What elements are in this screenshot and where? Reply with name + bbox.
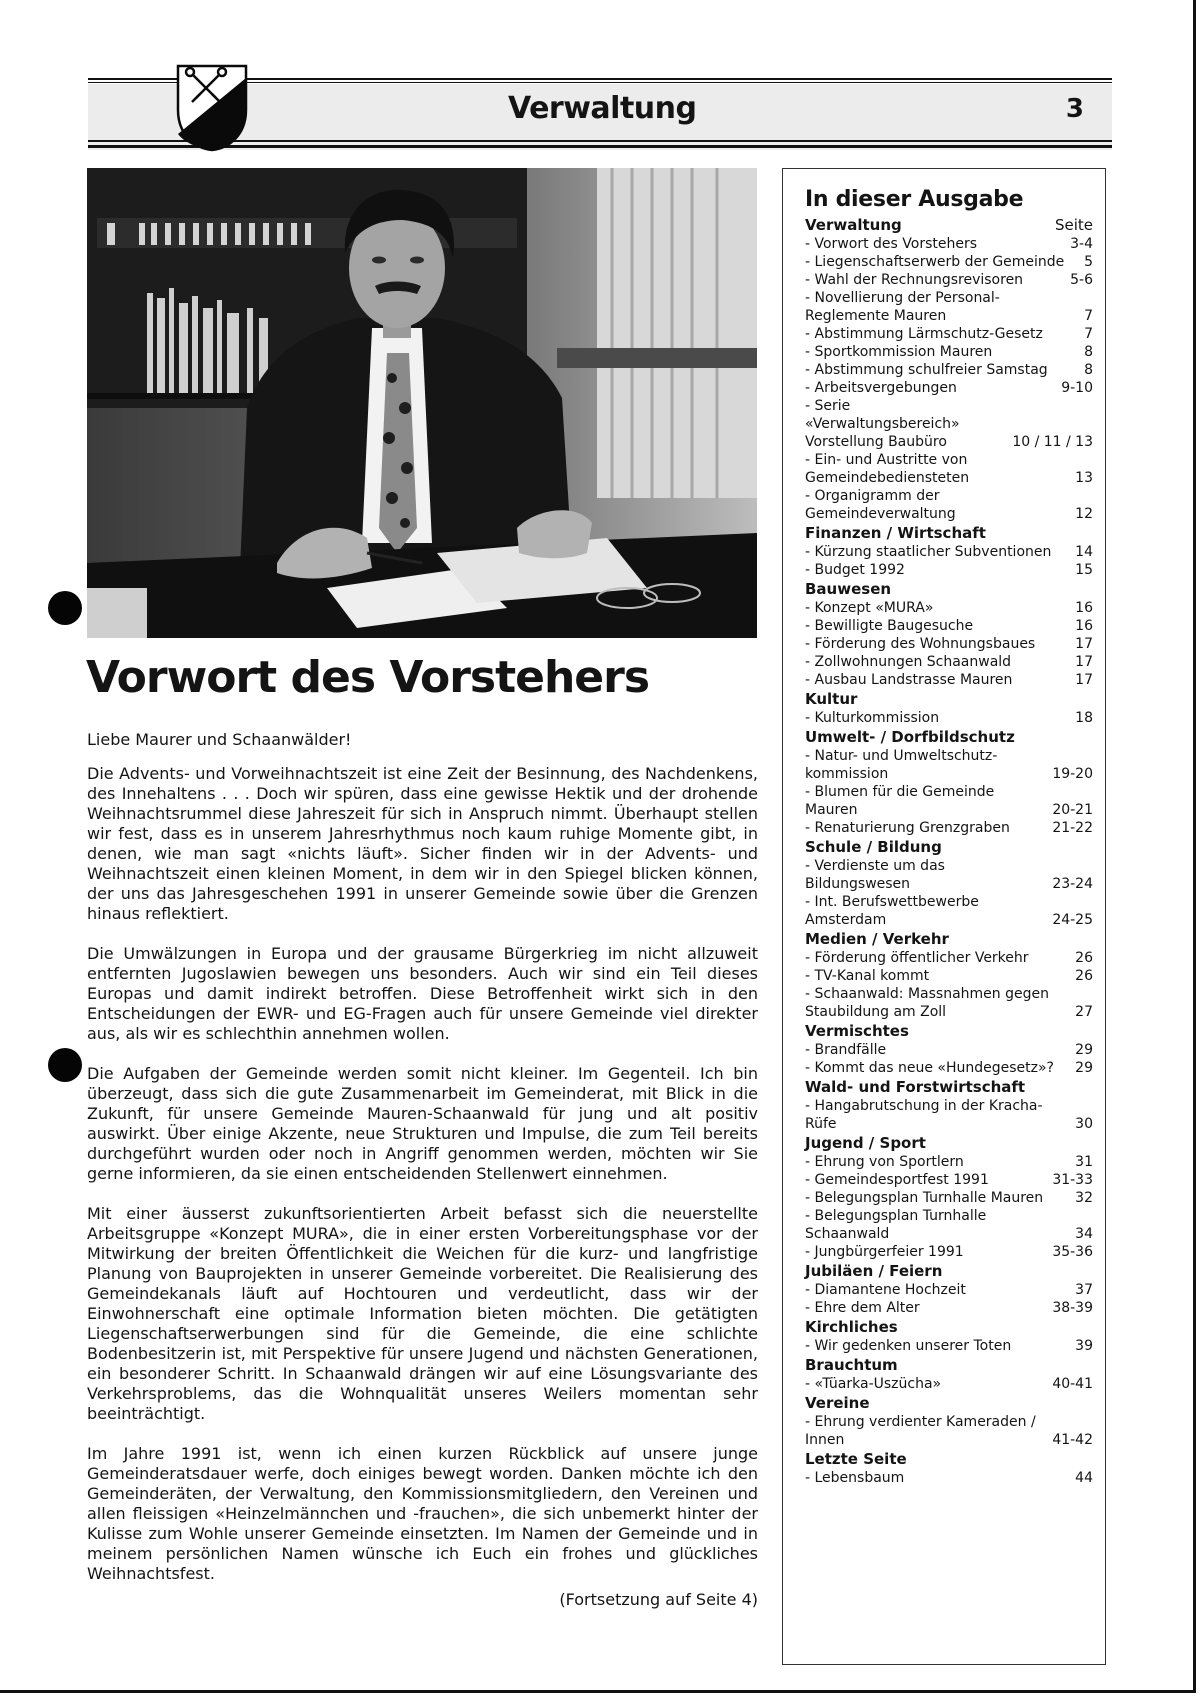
toc-section-name: Finanzen / Wirtschaft — [805, 524, 986, 542]
toc-entry — [805, 1171, 1093, 1189]
toc-entry — [805, 985, 1093, 1021]
toc-entry-title: - Budget 1992 — [805, 562, 905, 578]
toc-entry — [805, 1059, 1093, 1077]
toc-entry-title: - Kommt das neue «Hundegesetz»? — [805, 1060, 1054, 1076]
toc-entry-title: - Verdienste um das Bildungswesen — [805, 858, 945, 892]
toc-entry-title: - Sportkommission Mauren — [805, 344, 993, 360]
article-paragraph: Die Aufgaben der Gemeinde werden somit nicht kleiner. Im Gegenteil. Ich bin überzeugt, dass sich die gute Zusammenarbeit im Gemeinderat, mit Blick in die Zukunft, für unsere Gemeinde Mauren-Schaanwald für jung und alt positiv auswirkt. Über einige Akzente, neue Strukturen und Impulse, die zum Teil bereits durchgeführt wurden oder noch in Angriff genommen werden, möchten wir Sie gerne informieren, da sie einen entscheidenden Stellenwert einnehmen. — [87, 1064, 758, 1183]
toc-entry — [805, 543, 1093, 561]
toc-entry-page: 8 — [1084, 344, 1093, 360]
toc-entry — [805, 271, 1093, 289]
toc-entry-page: 15 — [1075, 562, 1093, 578]
toc-section-heading — [805, 930, 1093, 949]
toc-entry — [805, 487, 1093, 523]
toc-entry — [805, 857, 1093, 893]
toc-section-name: Vereine — [805, 1394, 870, 1412]
toc-entry-page: 13 — [1075, 470, 1093, 486]
toc-entry — [805, 235, 1093, 253]
toc-entry-page: 38-39 — [1052, 1300, 1093, 1316]
toc-entry-title: - Zollwohnungen Schaanwald — [805, 654, 1012, 670]
toc-section-heading — [805, 1262, 1093, 1281]
toc-entry-page: 44 — [1075, 1470, 1093, 1486]
toc-section-heading — [805, 1356, 1093, 1375]
toc-entry — [805, 599, 1093, 617]
toc-entry-title: - Belegungsplan Turnhalle Schaanwald — [805, 1208, 987, 1242]
toc-entry — [805, 1097, 1093, 1133]
toc-entry-page: 23-24 — [1052, 876, 1093, 892]
toc-entry — [805, 819, 1093, 837]
toc-entry-title: - Brandfälle — [805, 1042, 887, 1058]
page-header — [88, 64, 1112, 154]
toc-entry-title: - Liegenschaftserwerb der Gemeinde — [805, 254, 1065, 270]
toc-section-heading — [805, 728, 1093, 747]
toc-entry-page: 3-4 — [1070, 236, 1093, 252]
toc-section-name: Vermischtes — [805, 1022, 909, 1040]
toc-section-heading — [805, 1394, 1093, 1413]
toc-entry-page: 40-41 — [1052, 1376, 1093, 1392]
toc-section-heading — [805, 580, 1093, 599]
toc-entry — [805, 1207, 1093, 1243]
toc-entry-page: 19-20 — [1052, 766, 1093, 782]
toc-section-name: Kultur — [805, 690, 858, 708]
toc-section-name: Bauwesen — [805, 580, 892, 598]
toc-entry-title: - Renaturierung Grenzgraben — [805, 820, 1010, 836]
toc-entry-page: 37 — [1075, 1282, 1093, 1298]
toc-entry — [805, 747, 1093, 783]
toc-entry — [805, 617, 1093, 635]
toc-entry-title: - Serie «Verwaltungsbereich» Vorstellung Baubüro — [805, 398, 960, 450]
toc-entry-page: 17 — [1075, 654, 1093, 670]
toc-entry-page: 5 — [1084, 254, 1093, 270]
toc-section-heading — [805, 1450, 1093, 1469]
greeting: Liebe Maurer und Schaanwälder! — [87, 730, 352, 749]
coat-of-arms-icon — [176, 64, 248, 152]
toc-entry — [805, 561, 1093, 579]
portrait-photo — [87, 168, 757, 638]
toc-section-name: Wald- und Forstwirtschaft — [805, 1078, 1026, 1096]
table-of-contents — [782, 168, 1106, 1665]
toc-entry-page: 7 — [1084, 326, 1093, 342]
toc-entry — [805, 1299, 1093, 1317]
toc-section-heading — [805, 690, 1093, 709]
article-paragraph: Die Umwälzungen in Europa und der grausame Bürgerkrieg im nicht allzuweit entfernten Jugoslawien bewegen uns besonders. Auch wir sind ein Teil dieses Europas und damit indirekt betroffen. Diese Betroffenheit wirkt sich in den Entscheidungen der EWR- und EG-Fragen auch für unsere Gemeinde viel direkter aus, als wir es schlechthin annehmen wollen. — [87, 944, 758, 1043]
toc-section-heading — [805, 216, 1093, 235]
article-body — [87, 730, 758, 1609]
toc-entry-title: - Organigramm der Gemeindeverwaltung — [805, 488, 956, 522]
punch-hole-mark — [48, 1048, 82, 1082]
toc-entry — [805, 361, 1093, 379]
continuation-note: (Fortsetzung auf Seite 4) — [559, 1590, 758, 1609]
toc-entry — [805, 379, 1093, 397]
toc-section-heading — [805, 1134, 1093, 1153]
toc-section-name: Jubiläen / Feiern — [805, 1262, 943, 1280]
toc-entry-page: 29 — [1075, 1060, 1093, 1076]
toc-entry-page: 5-6 — [1070, 272, 1093, 288]
toc-entry-page: 31 — [1075, 1154, 1093, 1170]
toc-entry — [805, 1243, 1093, 1261]
toc-entry-title: - Wir gedenken unserer Toten — [805, 1338, 1012, 1354]
toc-entry-title: - Kürzung staatlicher Subventionen — [805, 544, 1052, 560]
toc-entry-page: 39 — [1075, 1338, 1093, 1354]
toc-entry-title: - Gemeindesportfest 1991 — [805, 1172, 989, 1188]
toc-entry-page: 8 — [1084, 362, 1093, 378]
toc-entry — [805, 1337, 1093, 1355]
toc-section-heading — [805, 524, 1093, 543]
toc-section-name: Jugend / Sport — [805, 1134, 926, 1152]
toc-title: In dieser Ausgabe — [805, 187, 1024, 212]
toc-entry — [805, 1375, 1093, 1393]
toc-entry-page: 26 — [1075, 950, 1093, 966]
toc-entry-title: - TV-Kanal kommt — [805, 968, 930, 984]
toc-entry-title: - Kulturkommission — [805, 710, 940, 726]
toc-entry-title: - Ein- und Austritte von Gemeindebediensteten — [805, 452, 970, 486]
toc-entry-page: 31-33 — [1052, 1172, 1093, 1188]
toc-entry-title: - «Tüarka-Uszücha» — [805, 1376, 942, 1392]
toc-entry — [805, 653, 1093, 671]
toc-section-name: Kirchliches — [805, 1318, 898, 1336]
article-paragraph: Mit einer äusserst zukunftsorientierten Arbeit befasst sich die neuerstellte Arbeitsgruppe «Konzept MURA», die in einer ersten Vorbereitungsphase vor der Mitwirkung der breiten Öffentlichkeit die Weichen für die kurz- und langfristige Planung von Bauprojekten in unserer Gemeinde vorbereitet. Die Realisierung des Gemeindekanals läuft auf Hochtouren und verdeutlicht, dass wir der Einwohnerschaft eine optimale Information bieten möchten. Die getätigten Liegenschaftserwerbungen sind für die Gemeinde, die eine schlichte Bodenbesitzerin ist, mit Perspektive für unsere Jugend und nächsten Generationen, ein besonderer Schritt. In Schaanwald drängen wir auf eine Lösungsvariante des Verkehrsproblems, das die Wohnqualität unseres Weilers momentan sehr beeinträchtigt. — [87, 1204, 758, 1423]
toc-entry-title: - Int. Berufswettbewerbe Amsterdam — [805, 894, 979, 928]
toc-entry — [805, 1041, 1093, 1059]
toc-entry-page: 10 / 11 / 13 — [1012, 434, 1093, 450]
toc-entry-page: 9-10 — [1061, 380, 1093, 396]
toc-section-name: Schule / Bildung — [805, 838, 942, 856]
toc-entry-page: 34 — [1075, 1226, 1093, 1242]
toc-entry-title: - Ehrung verdienter Kameraden / Innen — [805, 1414, 1036, 1448]
toc-entry — [805, 949, 1093, 967]
toc-entry-page: 24-25 — [1052, 912, 1093, 928]
toc-entry-page: 41-42 — [1052, 1432, 1093, 1448]
toc-section-heading — [805, 838, 1093, 857]
toc-entry — [805, 325, 1093, 343]
toc-entry-page: 16 — [1075, 618, 1093, 634]
toc-list — [805, 216, 1093, 1487]
toc-entry — [805, 253, 1093, 271]
toc-entry-title: - Blumen für die Gemeinde Mauren — [805, 784, 995, 818]
toc-entry-title: - Ehrung von Sportlern — [805, 1154, 964, 1170]
toc-entry-page: 16 — [1075, 600, 1093, 616]
toc-entry — [805, 709, 1093, 727]
toc-section-name: Brauchtum — [805, 1356, 898, 1374]
toc-entry-page: 29 — [1075, 1042, 1093, 1058]
toc-entry-page: 32 — [1075, 1190, 1093, 1206]
toc-entry — [805, 1153, 1093, 1171]
toc-section-name: Umwelt- / Dorfbildschutz — [805, 728, 1015, 746]
toc-section-name: Letzte Seite — [805, 1450, 907, 1468]
toc-entry-title: - Abstimmung schulfreier Samstag — [805, 362, 1048, 378]
toc-entry-page: 27 — [1075, 1004, 1093, 1020]
toc-entry-title: - Jungbürgerfeier 1991 — [805, 1244, 964, 1260]
toc-entry — [805, 783, 1093, 819]
toc-entry-page: 20-21 — [1052, 802, 1093, 818]
toc-entry-title: - Abstimmung Lärmschutz-Gesetz — [805, 326, 1043, 342]
toc-entry-page: 14 — [1075, 544, 1093, 560]
toc-entry-title: - Belegungsplan Turnhalle Mauren — [805, 1190, 1044, 1206]
toc-entry-title: - Lebensbaum — [805, 1470, 905, 1486]
toc-section-name: Verwaltung — [805, 216, 902, 234]
toc-entry-title: - Förderung des Wohnungsbaues — [805, 636, 1036, 652]
toc-entry-title: - Natur- und Umweltschutz-kommission — [805, 748, 998, 782]
toc-entry — [805, 397, 1093, 451]
toc-entry-title: - Bewilligte Baugesuche — [805, 618, 974, 634]
toc-entry — [805, 1281, 1093, 1299]
toc-entry — [805, 1413, 1093, 1449]
toc-entry — [805, 451, 1093, 487]
toc-section-heading — [805, 1078, 1093, 1097]
toc-entry — [805, 967, 1093, 985]
toc-entry — [805, 1469, 1093, 1487]
page-number: 3 — [1065, 94, 1084, 124]
article-paragraph: Im Jahre 1991 ist, wenn ich einen kurzen Rückblick auf unsere junge Gemeinderatsdauer werfe, doch einiges bewegt worden. Danken möchte ich den Gemeinderäten, der Verwaltung, den Kommissionsmitgliedern, den Vereinen und allen fleissigen «Heinzelmännchen und -frauchen», die sich unbemerkt hinter der Kulisse zum Wohle unserer Gemeinde einsetzten. Im Namen der Gemeinde und in meinem persönlichen Namen wünsche ich Euch ein frohes und glückliches Weihnachtsfest. — [87, 1444, 758, 1583]
toc-entry-page: 26 — [1075, 968, 1093, 984]
toc-entry-title: - Förderung öffentlicher Verkehr — [805, 950, 1029, 966]
toc-entry-page: 35-36 — [1052, 1244, 1093, 1260]
toc-entry-title: - Novellierung der Personal-Reglemente Mauren — [805, 290, 1000, 324]
article-title: Vorwort des Vorstehers — [86, 652, 650, 703]
toc-entry-page: 17 — [1075, 636, 1093, 652]
toc-entry-page: 7 — [1084, 308, 1093, 324]
toc-entry — [805, 635, 1093, 653]
article-paragraph: Die Advents- und Vorweihnachtszeit ist eine Zeit der Besinnung, des Nachdenkens, des Innehaltens . . . Doch wir spüren, dass eine gewisse Hektik und der drohende Weihnachtsrummel diese Jahreszeit für sich in Anspruch nimmt. Überhaupt stellen wir fest, dass es in unserem Jahresrhythmus noch kaum ruhige Momente gibt, in denen, wie man sagt «nichts läuft». Sicher finden wir in der Advents- und Weihnachtszeit einen kleinen Moment, in dem wir in den Spiegel blicken können, der uns das Jahresgeschehen 1991 in unserer Gemeinde sowie über die Grenzen hinaus reflektiert. — [87, 764, 758, 923]
toc-entry — [805, 893, 1093, 929]
toc-entry-page: 18 — [1075, 710, 1093, 726]
toc-entry-title: - Ausbau Landstrasse Mauren — [805, 672, 1013, 688]
toc-page-column-label: Seite — [1054, 216, 1093, 234]
toc-entry-title: - Vorwort des Vorstehers — [805, 236, 978, 252]
toc-entry-title: - Schaanwald: Massnahmen gegen Staubildung am Zoll — [805, 986, 1049, 1020]
toc-entry-title: - Konzept «MURA» — [805, 600, 934, 616]
toc-entry-title: - Arbeitsvergebungen — [805, 380, 957, 396]
toc-entry — [805, 343, 1093, 361]
toc-section-heading — [805, 1318, 1093, 1337]
toc-entry-title: - Hangabrutschung in der Kracha-Rüfe — [805, 1098, 1043, 1132]
toc-entry-title: - Diamantene Hochzeit — [805, 1282, 966, 1298]
toc-entry-page: 17 — [1075, 672, 1093, 688]
toc-entry — [805, 671, 1093, 689]
toc-section-heading — [805, 1022, 1093, 1041]
toc-entry-page: 21-22 — [1052, 820, 1093, 836]
toc-entry-page: 12 — [1075, 506, 1093, 522]
toc-entry — [805, 1189, 1093, 1207]
toc-entry — [805, 289, 1093, 325]
toc-section-name: Medien / Verkehr — [805, 930, 949, 948]
toc-entry-page: 30 — [1075, 1116, 1093, 1132]
toc-entry-title: - Ehre dem Alter — [805, 1300, 920, 1316]
punch-hole-mark — [48, 591, 82, 625]
section-title: Verwaltung — [508, 91, 697, 126]
toc-entry-title: - Wahl der Rechnungsrevisoren — [805, 272, 1024, 288]
